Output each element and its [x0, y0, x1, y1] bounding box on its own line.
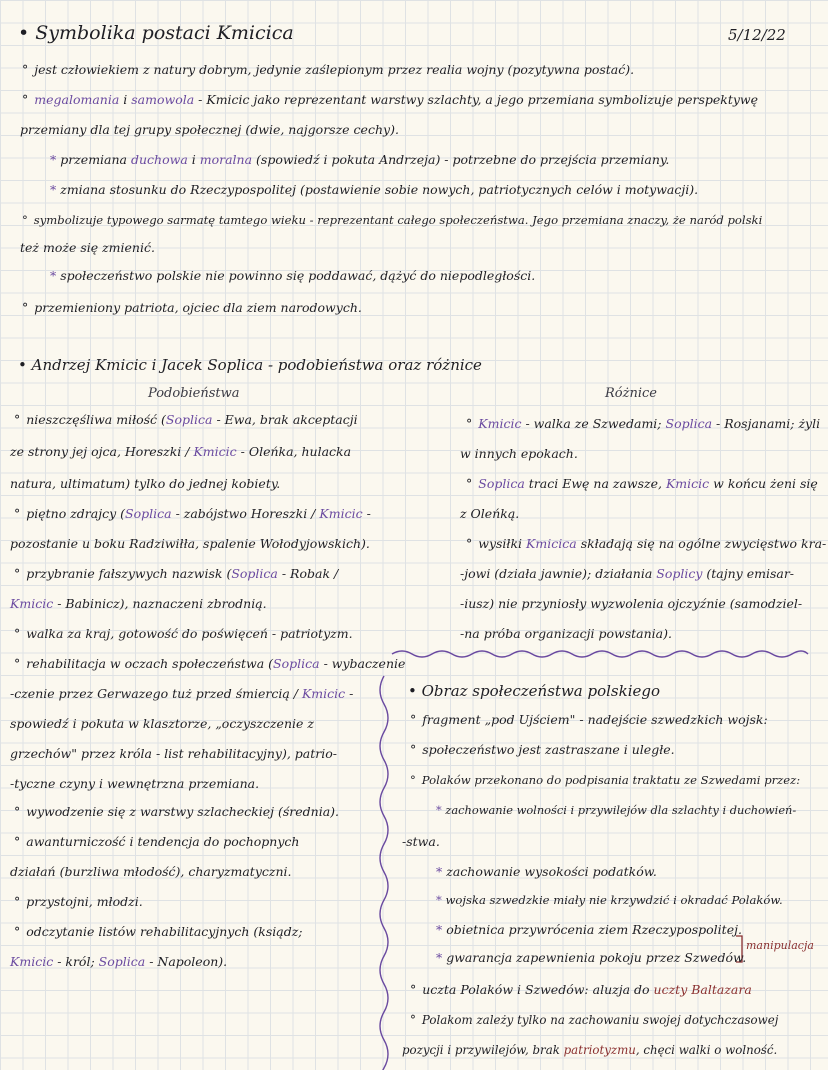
manipulation-note: manipulacja	[746, 939, 814, 952]
society-sub-1: * zachowanie wolności i przywilejów dla szlachty i duchowień-	[436, 803, 797, 817]
similarity-3: ° przybranie fałszywych nazwisk (Soplica - Robak /	[14, 566, 338, 582]
society-sub-3: * wojska szwedzkie miały nie krzywdzić i okradać Polaków.	[436, 893, 783, 907]
society-sub-5: * gwarancja zapewnienia pokoju przez Szwedów.	[436, 950, 747, 965]
similarity-5-cont2: spowiedź i pokuta w klasztorze, „oczyszczenie z	[10, 716, 314, 731]
difference-2: ° Soplica traci Ewę na zawsze, Kmicic w końcu żeni się	[466, 476, 818, 492]
similarity-9-cont: Kmicic - król; Soplica - Napoleon).	[10, 954, 228, 969]
intro-bullet-3-cont: też może się zmienić.	[20, 240, 155, 255]
page-title: • Symbolika postaci Kmicica	[18, 22, 294, 44]
section3-title: • Obraz społeczeństwa polskiego	[408, 682, 661, 700]
intro-bullet-4: ° przemieniony patriota, ojciec dla ziem narodowych.	[22, 300, 362, 316]
right-header: Różnice	[605, 386, 657, 401]
section2-title: • Andrzej Kmicic i Jacek Soplica - podobieństwa oraz różnice	[18, 356, 482, 374]
similarity-3-cont: Kmicic - Babinicz), naznaczeni zbrodnią.	[10, 596, 267, 611]
intro-sub-2: * zmiana stosunku do Rzeczypospolitej (postawienie sobie nowych, patriotycznych celów i motywacji).	[50, 182, 699, 197]
difference-3: ° wysiłki Kmicica składają się na ogólne zwycięstwo kra-	[466, 536, 826, 552]
similarity-5-cont4: -tyczne czyny i wewnętrzna przemiana.	[10, 776, 260, 791]
difference-3-cont2: -iusz) nie przyniosły wyzwolenia ojczyźnie (samodziel-	[460, 596, 803, 611]
difference-1: ° Kmicic - walka ze Szwedami; Soplica - Rosjanami; żyli	[466, 416, 820, 432]
similarity-2: ° piętno zdrajcy (Soplica - zabójstwo Horeszki / Kmicic -	[14, 506, 371, 522]
similarity-1: ° nieszczęśliwa miłość (Soplica - Ewa, brak akceptacji	[14, 412, 358, 428]
difference-3-cont: -jowi (działa jawnie); działania Soplicy (tajny emisar-	[460, 566, 795, 581]
similarity-9: ° odczytanie listów rehabilitacyjnych (ksiądz;	[14, 924, 303, 940]
society-2: ° społeczeństwo jest zastraszane i uległe.	[410, 742, 675, 758]
similarity-1-cont2: natura, ultimatum) tylko do jednej kobiety.	[10, 476, 281, 491]
similarity-5-cont3: grzechów" przez króla - list rehabilitacyjny), patrio-	[10, 746, 338, 761]
similarity-5-cont: -czenie przez Gerwazego tuż przed śmiercią / Kmicic -	[10, 686, 354, 701]
horizontal-wave	[392, 651, 808, 657]
similarity-8: ° przystojni, młodzi.	[14, 894, 143, 910]
difference-1-cont: w innych epokach.	[460, 446, 578, 461]
intro-bullet-1: ° jest człowiekiem z natury dobrym, jedynie zaślepionym przez realia wojny (pozytywna postać).	[22, 62, 634, 78]
page-date: 5/12/22	[728, 26, 786, 44]
similarity-7: ° awanturniczość i tendencja do pochopnych	[14, 834, 299, 850]
society-1: ° fragment „pod Ujściem" - nadejście szwedzkich wojsk:	[410, 712, 768, 728]
intro-bullet-3: ° symbolizuje typowego sarmatę tamtego wieku - reprezentant całego społeczeństwa. Jego przemiana znaczy, że naród polski	[22, 212, 762, 228]
society-5-cont: pozycji i przywilejów, brak patriotyzmu, chęci walki o wolność.	[402, 1043, 778, 1057]
similarity-2-cont: pozostanie u boku Radziwiłła, spalenie Wołodyjowskich).	[10, 536, 370, 551]
intro-bullet-2: ° megalomania i samowola - Kmicic jako reprezentant warstwy szlachty, a jego przemiana symbolizuje perspektywę	[22, 92, 758, 108]
similarity-4: ° walka za kraj, gotowość do poświęceń - patriotyzm.	[14, 626, 353, 642]
society-sub-1-cont: -stwa.	[402, 834, 440, 849]
similarity-1-cont: ze strony jej ojca, Horeszki / Kmicic - Oleńka, hulacka	[10, 444, 352, 459]
intro-sub-3: * społeczeństwo polskie nie powinno się poddawać, dążyć do niepodległości.	[50, 268, 536, 283]
similarity-7-cont: działań (burzliwa młodość), charyzmatyczni.	[10, 864, 292, 879]
left-header: Podobieństwa	[148, 386, 240, 401]
difference-2-cont: z Oleńką.	[460, 506, 520, 521]
society-sub-2: * zachowanie wysokości podatków.	[436, 864, 657, 879]
vertical-wave	[380, 676, 388, 1070]
society-5: ° Polakom zależy tylko na zachowaniu swojej dotychczasowej	[410, 1012, 778, 1028]
intro-bullet-2-cont: przemiany dla tej grupy społecznej (dwie, najgorsze cechy).	[20, 122, 399, 137]
society-4: ° uczta Polaków i Szwedów: aluzja do uczty Baltazara	[410, 982, 752, 998]
intro-sub-1: * przemiana duchowa i moralna (spowiedź i pokuta Andrzeja) - potrzebne do przejścia przemiany.	[50, 152, 670, 167]
similarity-6: ° wywodzenie się z warstwy szlacheckiej (średnia).	[14, 804, 339, 820]
society-sub-4: * obietnica przywrócenia ziem Rzeczypospolitej.	[436, 922, 742, 937]
similarity-5: ° rehabilitacja w oczach społeczeństwa (Soplica - wybaczenie	[14, 656, 405, 672]
society-3: ° Polaków przekonano do podpisania traktatu ze Szwedami przez:	[410, 772, 800, 788]
difference-3-cont3: -na próba organizacji powstania).	[460, 626, 672, 641]
